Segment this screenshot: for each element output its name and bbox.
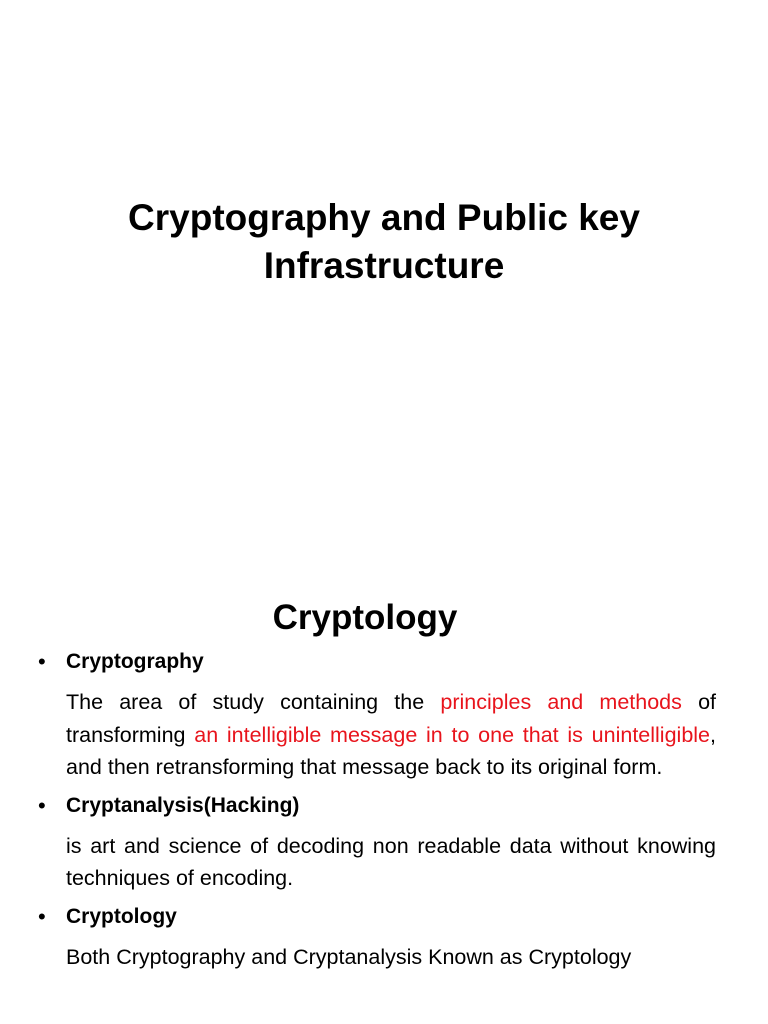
slide-title-heading bbox=[0, 194, 768, 290]
bullet-icon: • bbox=[38, 903, 46, 929]
bullet-item-cryptography bbox=[38, 646, 716, 784]
highlighted-text: an intelligible message in to one that is unintelligible bbox=[194, 722, 711, 747]
description-text: The area of study containing the bbox=[66, 690, 441, 714]
title-line-1: Cryptography and Public key bbox=[128, 197, 640, 238]
bullet-heading: Cryptology bbox=[66, 904, 177, 928]
title-line-2: Infrastructure bbox=[263, 245, 505, 286]
slide-heading: Cryptology bbox=[272, 598, 458, 637]
bullet-icon: • bbox=[38, 649, 46, 674]
slide-cryptology bbox=[0, 512, 768, 1024]
bullet-heading: Cryptanalysis(Hacking) bbox=[66, 793, 300, 817]
bullet-item-cryptanalysis bbox=[38, 790, 716, 895]
highlighted-text: principles and methods bbox=[440, 690, 682, 714]
bullet-description: Both Cryptography and Cryptanalysis Known as Cryptology bbox=[66, 944, 632, 969]
description-text: , and then retransforming that message back to its original form. bbox=[66, 722, 716, 779]
bullet-item-cryptology bbox=[38, 901, 716, 974]
bullet-heading: Cryptography bbox=[66, 650, 204, 673]
bullet-list bbox=[38, 646, 716, 979]
bullet-description bbox=[66, 686, 716, 784]
description-text: of transforming bbox=[66, 690, 716, 747]
bullet-description: is art and science of decoding non readable data without knowing techniques of encoding. bbox=[66, 833, 716, 890]
bullet-icon: • bbox=[38, 792, 46, 818]
